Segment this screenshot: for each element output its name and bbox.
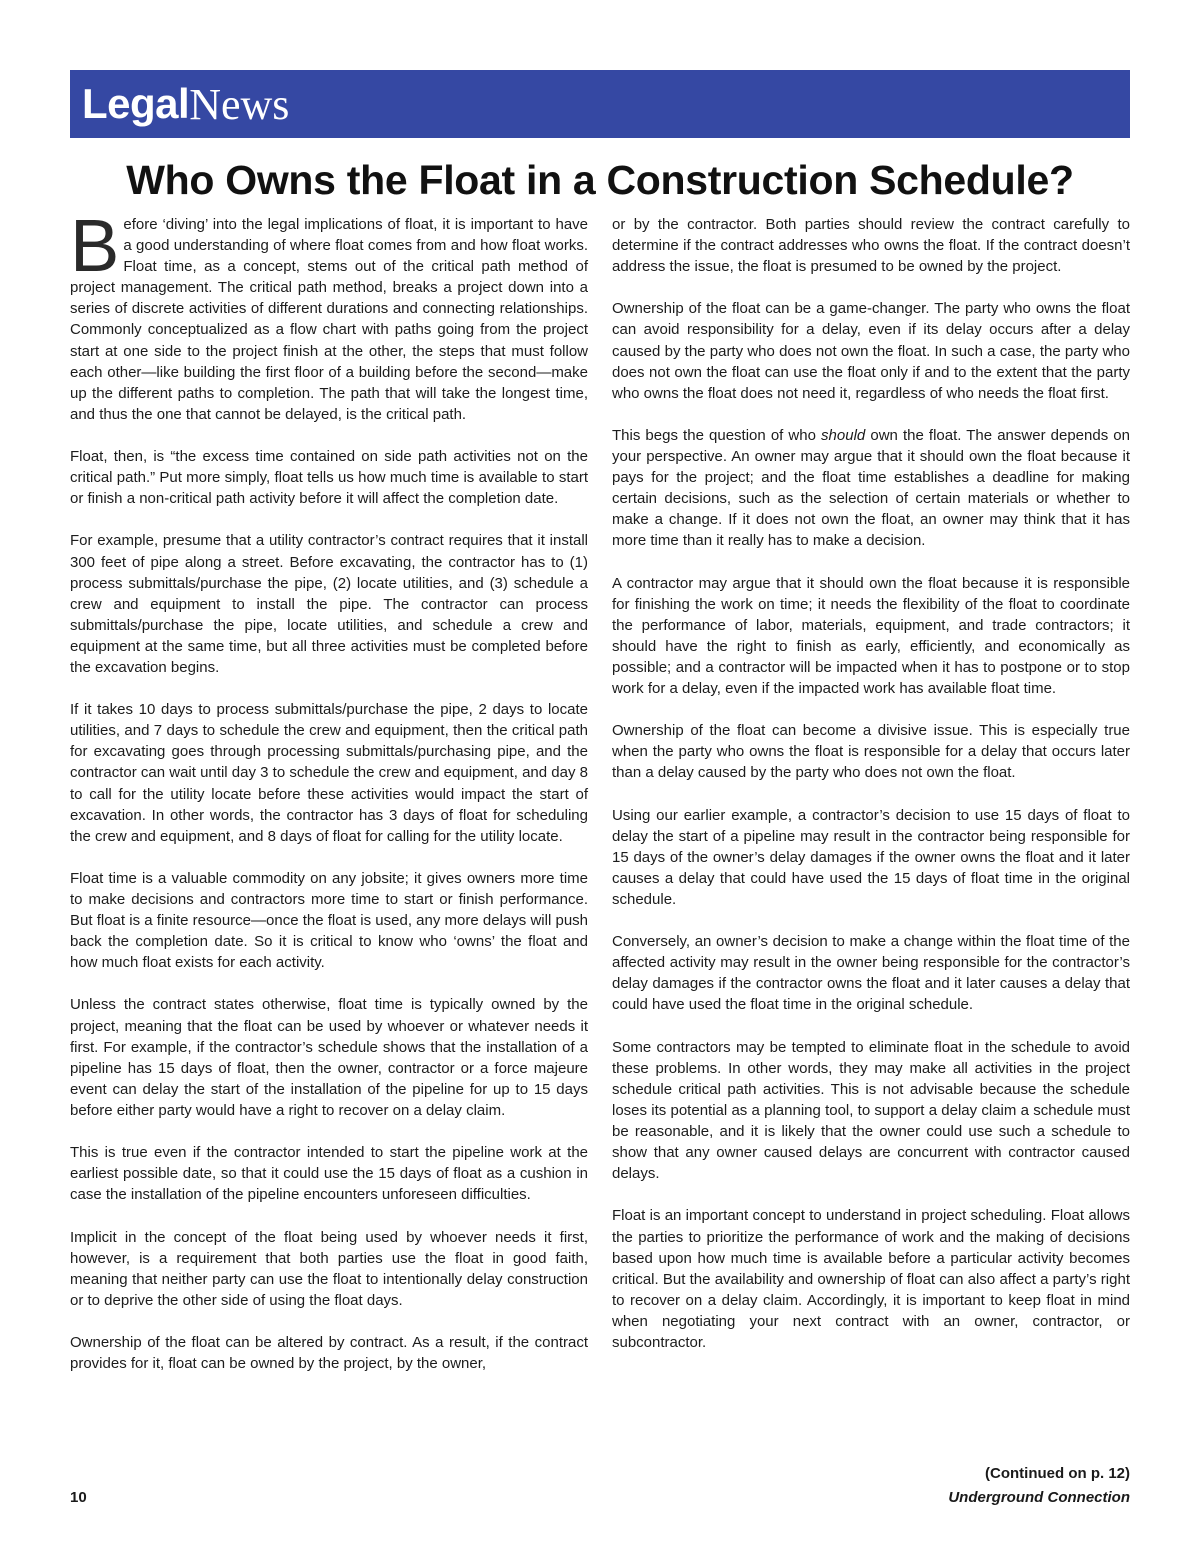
paragraph: Float time is a valuable commodity on any jobsite; it gives owners more time to make decisions and contractors more time to start or finish performance. But float is a finite resource—once the float is used, any more delays will push back the completion date. So it is critical to know who ‘owns’ the float and how much float exists for each activity.	[70, 869, 588, 972]
paragraph: or by the contractor. Both parties should review the contract carefully to determine if the contract addresses who owns the float. If the contract doesn’t address the issue, the float is presumed to be owned by the project.	[612, 216, 1130, 276]
paragraph: Ownership of the float can be a game-changer. The party who owns the float can avoid responsibility for a delay, even if its delay occurs after a delay caused by the party who does not own the float. In such a case, the party who does not own the float can use the float only if and to the extent that the party who owns the float does not need it, regardless of who needs the float first.	[612, 300, 1130, 402]
paragraph: Some contractors may be tempted to eliminate float in the schedule to avoid these problems. In other words, they may make all activities in the project schedule critical path activities. This is not advisable because the schedule loses its potential as a planning tool, to support a delay claim a schedule must be reasonable, and it is likely that the owner could use such a schedule to show that any owner caused delays are concurrent with contractor caused delays.	[612, 1038, 1130, 1183]
paragraph: For example, presume that a utility contractor’s contract requires that it install 300 feet of pipe along a street. Before excavating, the contractor has to (1) process submittals/purchase the pipe, (2) locate utilities, and (3) schedule a crew and equipment to install the pipe. The contractor can process submittals/purchase the pipe, locate utilities, and schedule a crew and equipment at the same time, but all three activities must be completed before the excavation begins.	[70, 532, 588, 676]
paragraph-text: This begs the question of who	[612, 426, 822, 444]
paragraph: Unless the contract states otherwise, float time is typically owned by the project, meaning that the float can be used by whoever or whatever needs it first. For example, if the contractor’s schedule shows that the installation of a pipeline has 15 days of float, then the owner, contractor or a force majeure event can delay the start of the installation of the pipeline for up to 15 days before either party would have a right to recover on a delay claim.	[70, 996, 588, 1119]
paragraph-text: efore ‘diving’ into the legal implications of float, it is important to have a good understanding of where float comes from and how float works. Float time, as a concept, stems out of the critical path method of project management. The critical path method, breaks a project down into a series of discrete activities of different durations and connecting relationships. Commonly conceptualized as a flow chart with paths going from the project start at one side to the project finish at the other, the steps that must follow each other—like building the first floor of a building before the second—make up the different paths to completion. The path that will take the longest time, and thus the one that cannot be delayed, is the critical path.	[70, 216, 588, 423]
paragraph-text: own the float. The answer depends on your perspective. An owner may argue that it should own the float because it pays for the project; and the float time establishes a deadline for making certain decisions, such as the selection of certain materials or whether to make a change. If it does not own the float, an owner may think that it has more time than it really has to make a decision.	[612, 426, 1130, 550]
article-column-right	[612, 214, 1130, 1353]
section-banner	[70, 70, 1130, 138]
paragraph: Float, then, is “the excess time contained on side path activities not on the critical path.” Put more simply, float tells us how much time is available to start or finish a non-critical path activity before it will affect the completion date.	[70, 448, 588, 508]
paragraph: Using our earlier example, a contractor’s decision to use 15 days of float to delay the start of a pipeline may result in the contractor being responsible for 15 days of the owner’s delay damages if the owner owns the float and it later causes a delay that could have used the 15 days of float time in the original schedule.	[612, 806, 1130, 908]
emphasis-text: should	[821, 426, 866, 444]
article-column-left	[70, 204, 588, 1374]
drop-cap: B	[70, 204, 120, 287]
paragraph: Conversely, an owner’s decision to make a change within the float time of the affected activity may result in the owner being responsible for the contractor’s delay damages if the contractor owns the float and it later causes a delay that could have used the float time in the original schedule.	[612, 933, 1130, 1014]
paragraph: Float is an important concept to understand in project scheduling. Float allows the parties to prioritize the performance of work and the making of decisions based upon how much time is available before a particular activity becomes critical. But the availability and ownership of float can also affect a party’s right to recover on a delay claim. Accordingly, it is important to keep float in mind when negotiating your next contract with an owner, contractor, or subcontractor.	[612, 1207, 1130, 1351]
paragraph	[70, 204, 588, 425]
paragraph: Ownership of the float can become a divisive issue. This is especially true when the party who owns the float is responsible for a delay that occurs later than a delay caused by the party who does not own the float.	[612, 722, 1130, 782]
paragraph	[612, 425, 1130, 552]
paragraph: This is true even if the contractor intended to start the pipeline work at the earliest possible date, so that it could use the 15 days of float as a cushion in case the installation of the pipeline encounters unforeseen difficulties.	[70, 1144, 588, 1204]
publication-name: Underground Connection	[948, 1489, 1130, 1506]
continued-note: (Continued on p. 12)	[985, 1465, 1130, 1482]
page-number: 10	[70, 1489, 87, 1506]
paragraph: A contractor may argue that it should own the float because it is responsible for finishing the work on time; it needs the flexibility of the float to coordinate the performance of labor, materials, equipment, and trade contractors; it should have the right to finish as early, efficiently, and economically as possible; and a contractor will be impacted when it has to postpone or to stop work for a delay, even if the impacted work has available float time.	[612, 574, 1130, 698]
paragraph: If it takes 10 days to process submittals/purchase the pipe, 2 days to locate utilities, and 7 days to schedule the crew and equipment, then the critical path for excavating goes through processing submittals/purchasing pipe, and the contractor can wait until day 3 to schedule the crew and equipment, and day 8 to call for the utility locate before these activities would impact the start of excavation. In other words, the contractor has 3 days of float for scheduling the crew and equipment, and 8 days of float for calling for the utility locate.	[70, 701, 588, 845]
paragraph: Ownership of the float can be altered by contract. As a result, if the contract provides for it, float can be owned by the project, by the owner,	[70, 1333, 588, 1373]
banner-legal-text: Legal	[82, 80, 190, 127]
paragraph: Implicit in the concept of the float being used by whoever needs it first, however, is a requirement that both parties use the float in good faith, meaning that neither party can use the float to intentionally delay construction or to deprive the other side of using the float days.	[70, 1228, 588, 1309]
banner-news-text: News	[189, 79, 290, 129]
article-headline: Who Owns the Float in a Construction Schedule?	[126, 157, 1074, 203]
